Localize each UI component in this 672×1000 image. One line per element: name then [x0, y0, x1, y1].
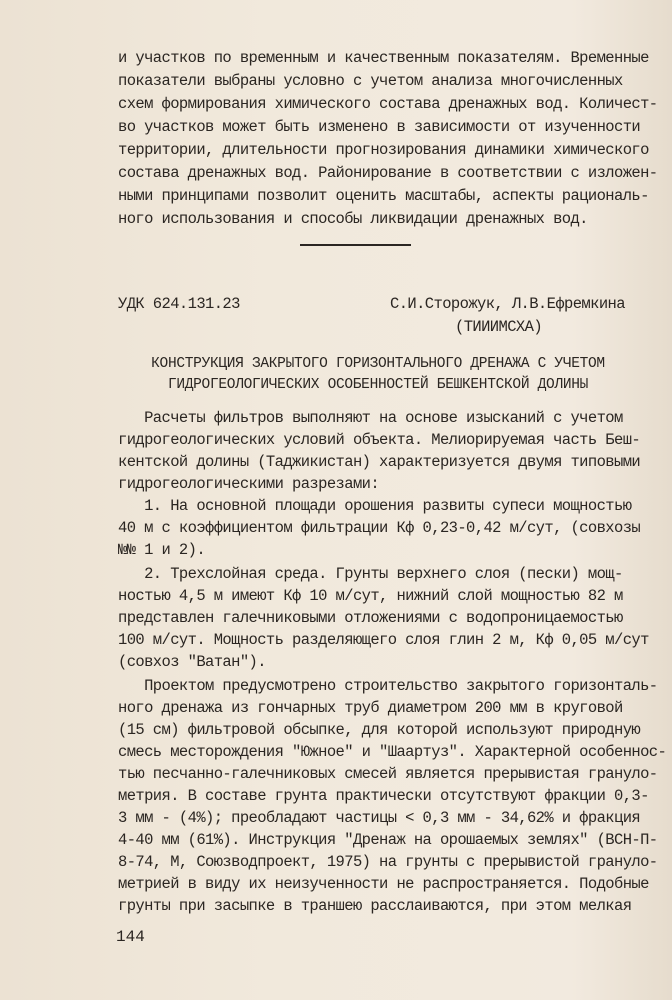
- text-line: территории, длительности прогнозирования динамики химического: [118, 141, 649, 159]
- text-line: ного использования и способы ликвидации дренажных вод.: [118, 210, 588, 228]
- text-line: во участков может быть изменено в зависимости от изученности: [118, 118, 641, 136]
- text-line: 3 мм - (4%); преобладают частицы < 0,3 мм - 34,62% и фракция: [118, 809, 641, 827]
- page-number: 144: [116, 928, 145, 946]
- text-line: смесь месторождения "Южное" и "Шаартуз". Характерной особеннос-: [118, 743, 667, 761]
- article-title-line: КОНСТРУКЦИЯ ЗАКРЫТОГО ГОРИЗОНТАЛЬНОГО ДРЕНАЖА С УЧЕТОМ: [151, 356, 605, 372]
- text-line: показатели выбраны условно с учетом анализа многочисленных: [118, 72, 623, 90]
- text-line: 1. На основной площади орошения развиты супеси мощностью: [118, 497, 632, 515]
- text-line: 8-74, М, Союзводпроект, 1975) на грунты с прерывистой грануло-: [118, 853, 658, 871]
- text-line: метрией в виду их неизученности не распространяется. Подобные: [118, 875, 649, 893]
- authors: С.И.Сторожук, Л.В.Ефремкина: [390, 295, 625, 313]
- text-line: грунты при засыпке в траншею расслаиваются, при этом мелкая: [118, 897, 632, 915]
- text-line: ными принципами позволит оценить масштабы, аспекты рациональ-: [118, 187, 649, 205]
- text-line: 2. Трехслойная среда. Грунты верхнего слоя (пески) мощ-: [118, 565, 623, 583]
- text-line: гидрогеологическими разрезами:: [118, 475, 380, 493]
- text-line: 4-40 мм (61%). Инструкция "Дренаж на орошаемых землях" (ВСН-П-: [118, 831, 658, 849]
- text-line: тью песчанно-галечниковых смесей является прерывистая грануло-: [118, 765, 658, 783]
- udk-code: УДК 624.131.23: [118, 295, 240, 313]
- text-line: гидрогеологических условий объекта. Мелиорируемая часть Беш-: [118, 431, 641, 449]
- text-line: (15 см) фильтровой обсыпке, для которой используют природную: [118, 721, 641, 739]
- text-line: и участков по временным и качественным показателям. Временные: [118, 49, 649, 67]
- text-line: 100 м/сут. Мощность разделяющего слоя глин 2 м, Кф 0,05 м/сут: [118, 631, 649, 649]
- text-line: кентской долины (Таджикистан) характеризуется двумя типовыми: [118, 453, 641, 471]
- text-line: представлен галечниковыми отложениями с водопроницаемостью: [118, 609, 623, 627]
- text-line: метрия. В составе грунта практически отсутствуют фракции 0,3-: [118, 787, 649, 805]
- text-line: 40 м с коэффициентом фильтрации Кф 0,23-0,42 м/сут, (совхозы: [118, 519, 641, 537]
- affiliation: (ТИИИМСХА): [455, 318, 543, 336]
- text-line: схем формирования химического состава дренажных вод. Количест-: [118, 95, 658, 113]
- text-line: №№ 1 и 2).: [118, 541, 206, 559]
- section-divider: [300, 244, 411, 246]
- text-line: Расчеты фильтров выполняют на основе изысканий с учетом: [118, 409, 623, 427]
- article-title-line: ГИДРОГЕОЛОГИЧЕСКИХ ОСОБЕННОСТЕЙ БЕШКЕНТСКОЙ ДОЛИНЫ: [167, 377, 589, 393]
- text-line: ностью 4,5 м имеют Кф 10 м/сут, нижний слой мощностью 82 м: [118, 587, 623, 605]
- text-line: Проектом предусмотрено строительство закрытого горизонталь-: [118, 677, 658, 695]
- text-line: (совхоз "Ватан").: [118, 653, 266, 671]
- text-line: состава дренажных вод. Районирование в соответствии с изложен-: [118, 164, 658, 182]
- text-line: ного дренажа из гончарных труб диаметром 200 мм в круговой: [118, 699, 623, 717]
